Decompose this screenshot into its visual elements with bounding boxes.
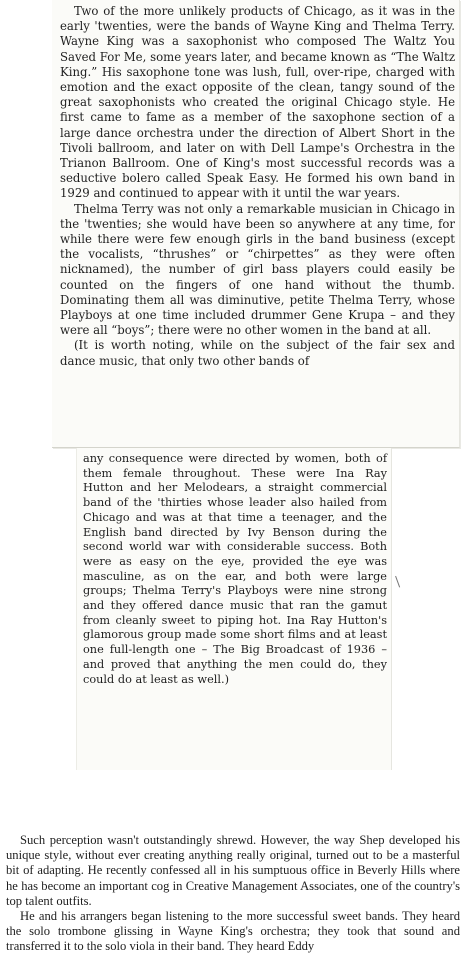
paragraph-arrangers: He and his arrangers began listening to the more successful sweet bands. They heard the solo trombone glissing in Wayne King's orchestra; they took that sound and transferred it to the solo viola in their band. They heard Eddy bbox=[6, 909, 460, 954]
paragraph-fair-sex-note: (It is worth noting, while on the subject of the fair sex and dance music, that only two other bands of bbox=[60, 338, 455, 368]
paragraph-ina-ray-hutton: any consequence were directed by women, both of them female throughout. These were Ina Ray Hutton and her Melodears, a straight commercial band of the 'thirties whose leader also hailed from Chicago and was at that time a teenager, and the English band directed by Ivy Benson during the second world war with considerable success. Both were as easy on the eye, provided the eye was masculine, as on the ear, and both were large groups; Thelma Terry's Playboys were nine strong and they offered dance music that ran the gamut from cleanly sweet to piping hot. Ina Ray Hutton's glamorous group made some short films and at least one full-length one – The Big Broadcast of 1936 – and proved that anything the men could do, they could do at least as well.) bbox=[83, 452, 387, 686]
clipping-shep-fields bbox=[0, 825, 466, 975]
clipping-female-bands bbox=[76, 448, 392, 770]
paragraph-shep-style: Such perception wasn't outstandingly shrewd. However, the way Shep developed his unique style, without ever creating anything really original, turned out to be a masterful bit of adapting. He recently confessed all in his sumptuous office in Beverly Hills where he has become an important cog in Creative Management Associates, one of the country's top talent outfits. bbox=[6, 833, 460, 908]
clipping-chicago-bands bbox=[52, 0, 460, 448]
pencil-mark bbox=[395, 575, 404, 588]
paragraph-wayne-king: Two of the more unlikely products of Chicago, as it was in the early 'twenties, were the bands of Wayne King and Thelma Terry. Wayne King was a saxophonist who composed The Waltz You Saved For Me, some years later, and became known as “The Waltz King.” His saxophone tone was lush, full, over-ripe, charged with emotion and the exact opposite of the clean, tangy sound of the great saxophonists who created the original Chicago style. He first came to fame as a member of the saxophone section of a large dance orchestra under the direction of Albert Short in the Tivoli ballroom, and later on with Dell Lampe's Orchestra in the Trianon Ballroom. One of King's most successful records was a seductive bolero called Speak Easy. He formed his own band in 1929 and continued to appear with it until the war years. bbox=[60, 4, 455, 201]
paragraph-thelma-terry: Thelma Terry was not only a remarkable musician in Chicago in the 'twenties; she would have been so anywhere at any time, for while there were few enough girls in the band business (except the vocalists, “thrushes” or “chirpettes” as they were often nicknamed), the number of girl bass players could easily be counted on the fingers of one hand without the thumb. Dominating them all was diminutive, petite Thelma Terry, whose Playboys at one time included drummer Gene Krupa – and they were all “boys”; there were no other women in the band at all. bbox=[60, 201, 455, 338]
